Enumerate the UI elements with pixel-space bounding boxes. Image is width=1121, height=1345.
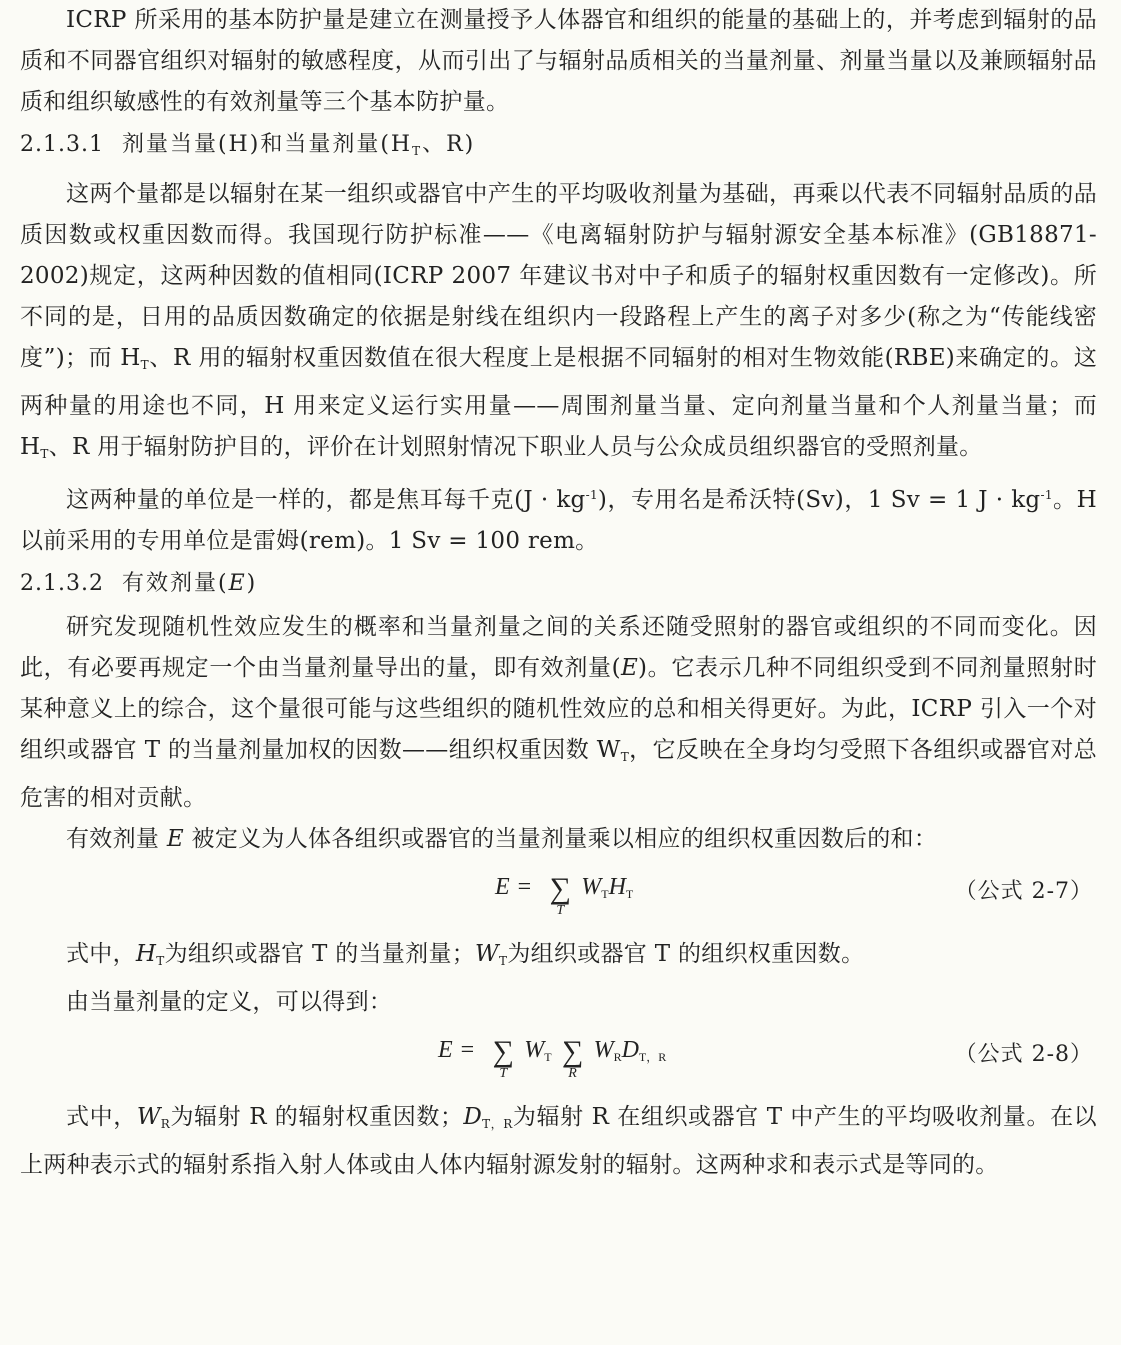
section-number: 2.1.3.2 xyxy=(20,571,104,596)
paragraph-effective-dose: 研究发现随机性效应发生的概率和当量剂量之间的关系还随受照射的器官或组织的不同而变化。因此，有必要再规定一个由当量剂量导出的量，即有效剂量(E)。它表示几种不同组织受到不同剂量照射时某种意义上的综合，这个量很可能与这些组织的随机性效应的总和相关得更好。为此，ICRP 引入一个对组织或器官 T 的当量剂量加权的因数——组织权重因数 $W_T$，它反映在全身均匀受照下各组织或器官对总危害的相对贡献。 xyxy=(20,614,1098,811)
section-title: 有效剂量(E) xyxy=(121,571,258,596)
summation-icon: ∑ T xyxy=(549,872,571,918)
paragraph-definition: 有效剂量 E 被定义为人体各组织或器官的当量剂量乘以相应的组织权重因数后的和： xyxy=(66,826,938,852)
paragraph-derivation: 由当量剂量的定义，可以得到： xyxy=(66,989,393,1015)
formula-expression: E = ∑ T $W_TH_T$ xyxy=(495,872,634,918)
section-heading-2-1-3-1 xyxy=(20,125,1097,171)
paragraph-units: 这两种量的单位是一样的，都是焦耳每千克$(J \cdot kg^{-1})$，专用名是希沃特(Sv)，1 Sv = 1 $J \cdot kg^{-1}$。H 以前采用的专用单位是雷姆(rem)。1 Sv = 100 rem。 xyxy=(20,487,1097,554)
paragraph-intro-text: ICRP 所采用的基本防护量是建立在测量授予人体器官和组织的能量的基础上的，并考虑到辐射的品质和不同器官组织对辐射的敏感程度，从而引出了与辐射品质相关的当量剂量、剂量当量以及兼顾辐射品质和组织敏感性的有效剂量等三个基本防护量。 xyxy=(20,7,1097,115)
formula-2-7 xyxy=(20,872,1097,930)
section-number: 2.1.3.1 xyxy=(20,132,104,157)
section-heading-2-1-3-2 xyxy=(20,564,1097,604)
formula-expression: E = ∑ T $W_T$ ∑ R $W_RD_{T,R}$ xyxy=(438,1035,667,1081)
summation-icon: ∑ R xyxy=(561,1035,584,1081)
paragraph-formula-legend-1: 式中，$H_T$为组织或器官 T 的当量剂量；$W_T$为组织或器官 T 的组织权重因数。 xyxy=(66,941,865,968)
formula-2-8 xyxy=(20,1035,1097,1093)
paragraph-dose-equivalent: 这两个量都是以辐射在某一组织或器官中产生的平均吸收剂量为基础，再乘以代表不同辐射品质的品质因数或权重因数而得。我国现行防护标准——《电离辐射防护与辐射源安全基本标准》(GB18871-2002)规定，这两种因数的值相同(ICRP 2007 年建议书对中子和质子的辐射权重因数有一定修改)。所不同的是，日用的品质因数确定的依据是射线在组织内一段路程上产生的离子对多少(称之为“传能线密度”)；而 $H_T$、R 用的辐射权重因数值在很大程度上是根据不同辐射的相对生物效能(RBE)来确定的。这两种量的用途也不同，H 用来定义运行实用量——周围剂量当量、定向剂量当量和个人剂量当量；而 $H_T$、R 用于辐射防护目的，评价在计划照射情况下职业人员与公众成员组织器官的受照剂量。 xyxy=(20,181,1098,461)
summation-icon: ∑ T xyxy=(492,1035,514,1081)
formula-label: （公式 2-8） xyxy=(954,1042,1093,1067)
paragraph-intro xyxy=(20,0,1097,123)
paragraph-formula-legend-2: 式中，$W_R$为辐射 R 的辐射权重因数；$D_{T,R}$为辐射 R 在组织或器官 T 中产生的平均吸收剂量。在以上两种表示式的辐射系指入射人体或由人体内辐射源发射的辐射。这两种求和表示式是等同的。 xyxy=(20,1104,1097,1178)
formula-label: （公式 2-7） xyxy=(954,879,1093,904)
section-title: 剂量当量(H)和当量剂量($H_T$、R) xyxy=(121,132,476,158)
